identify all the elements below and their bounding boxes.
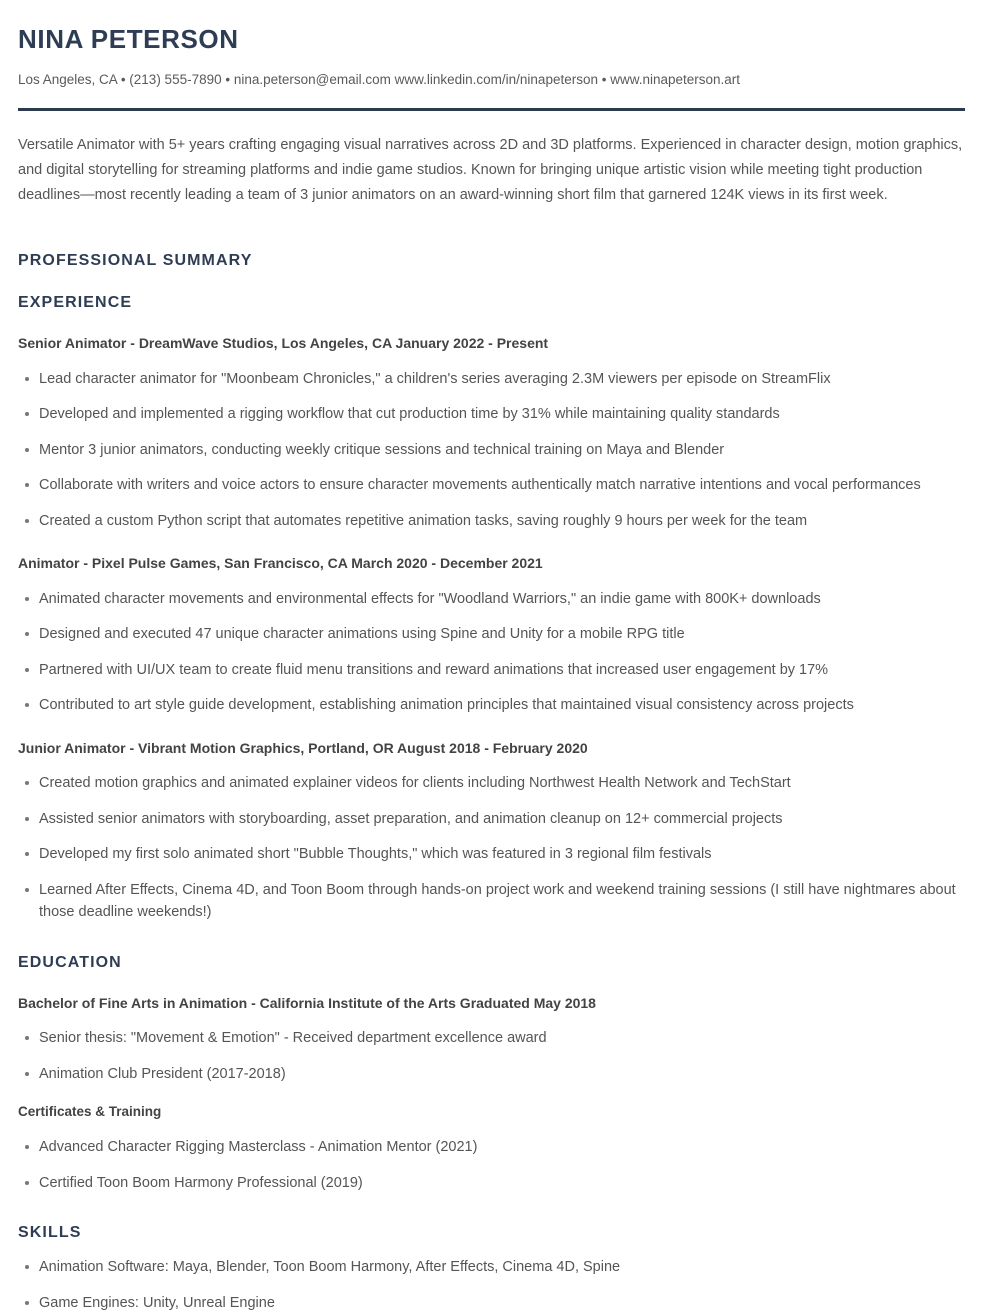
- list-item: Advanced Character Rigging Masterclass - Animation Mentor (2021): [18, 1136, 969, 1158]
- section-heading-skills: SKILLS: [18, 1224, 82, 1242]
- list-item: Mentor 3 junior animators, conducting weekly critique sessions and technical training on Maya and Blender: [18, 439, 969, 461]
- list-item: Animation Club President (2017-2018): [18, 1063, 969, 1085]
- summary-paragraph: Versatile Animator with 5+ years crafting engaging visual narratives across 2D and 3D platforms. Experienced in character design, motion graphics, and digital storytelling for streaming platforms and indie game studios. Known for bringing unique artistic vision while meeting tight production deadlines—most recently leading a team of 3 junior animators on an award-winning short film that garnered 124K views in its first week.: [18, 137, 963, 203]
- list-item: Designed and executed 47 unique character animations using Spine and Unity for a mobile RPG title: [18, 623, 969, 645]
- resume-header: [18, 0, 969, 111]
- header-divider: [18, 108, 965, 111]
- list-item: Certified Toon Boom Harmony Professional (2019): [18, 1172, 969, 1194]
- certificates-subsection-title: Certificates & Training: [18, 1104, 162, 1120]
- experience-bullet-list: [18, 368, 969, 532]
- education-degree-title: Bachelor of Fine Arts in Animation - California Institute of the Arts Graduated May 2018: [18, 994, 596, 1011]
- section-heading-education: EDUCATION: [18, 953, 122, 971]
- experience-bullet-list: [18, 772, 969, 923]
- education-entry: [18, 972, 969, 1086]
- list-item: Assisted senior animators with storyboarding, asset preparation, and animation cleanup on 12+ commercial projects: [18, 808, 969, 830]
- education-bullet-list: [18, 1027, 969, 1085]
- list-item: Created a custom Python script that automates repetitive animation tasks, saving roughly 9 hours per week for the team: [18, 510, 969, 532]
- list-item: Created motion graphics and animated explainer videos for clients including Northwest Health Network and TechStart: [18, 772, 969, 794]
- experience-entry: [18, 312, 969, 532]
- list-item: Developed my first solo animated short "Bubble Thoughts," which was featured in 3 regional film festivals: [18, 843, 969, 865]
- experience-entry-title: Junior Animator - Vibrant Motion Graphics, Portland, OR August 2018 - February 2020: [18, 739, 588, 756]
- list-item: Animation Software: Maya, Blender, Toon Boom Harmony, After Effects, Cinema 4D, Spine: [18, 1256, 969, 1278]
- experience-entry: [18, 717, 969, 924]
- section-heading-experience: EXPERIENCE: [18, 294, 133, 312]
- list-item: Senior thesis: "Movement & Emotion" - Received department excellence award: [18, 1027, 969, 1049]
- candidate-name: NINA PETERSON: [18, 24, 239, 54]
- section-heading-professional-summary: PROFESSIONAL SUMMARY: [18, 252, 253, 270]
- list-item: Collaborate with writers and voice actors to ensure character movements authentically match narrative intentions and vocal performances: [18, 474, 969, 496]
- list-item: Learned After Effects, Cinema 4D, and Toon Boom through hands-on project work and weekend training sessions (I still have nightmares about those deadline weekends!): [18, 879, 969, 924]
- experience-bullet-list: [18, 588, 969, 717]
- certificates-bullet-list: [18, 1136, 969, 1194]
- list-item: Game Engines: Unity, Unreal Engine: [18, 1292, 969, 1314]
- skills-bullet-list: [18, 1256, 969, 1314]
- certificates-entry: [18, 1085, 969, 1194]
- list-item: Lead character animator for "Moonbeam Chronicles," a children's series averaging 2.3M viewers per episode on StreamFlix: [18, 368, 969, 390]
- list-item: Developed and implemented a rigging workflow that cut production time by 31% while maintaining quality standards: [18, 403, 969, 425]
- experience-entry-title: Animator - Pixel Pulse Games, San Francisco, CA March 2020 - December 2021: [18, 555, 543, 572]
- list-item: Contributed to art style guide development, establishing animation principles that maintained visual consistency across projects: [18, 694, 969, 716]
- list-item: Partnered with UI/UX team to create fluid menu transitions and reward animations that increased user engagement by 17%: [18, 659, 969, 681]
- list-item: Animated character movements and environmental effects for "Woodland Warriors," an indie game with 800K+ downloads: [18, 588, 969, 610]
- experience-entry: [18, 532, 969, 716]
- contact-info-line: Los Angeles, CA • (213) 555-7890 • nina.peterson@email.com www.linkedin.com/in/ninapeterson • www.ninapeterson.art: [18, 72, 741, 88]
- experience-entry-title: Senior Animator - DreamWave Studios, Los Angeles, CA January 2022 - Present: [18, 335, 549, 352]
